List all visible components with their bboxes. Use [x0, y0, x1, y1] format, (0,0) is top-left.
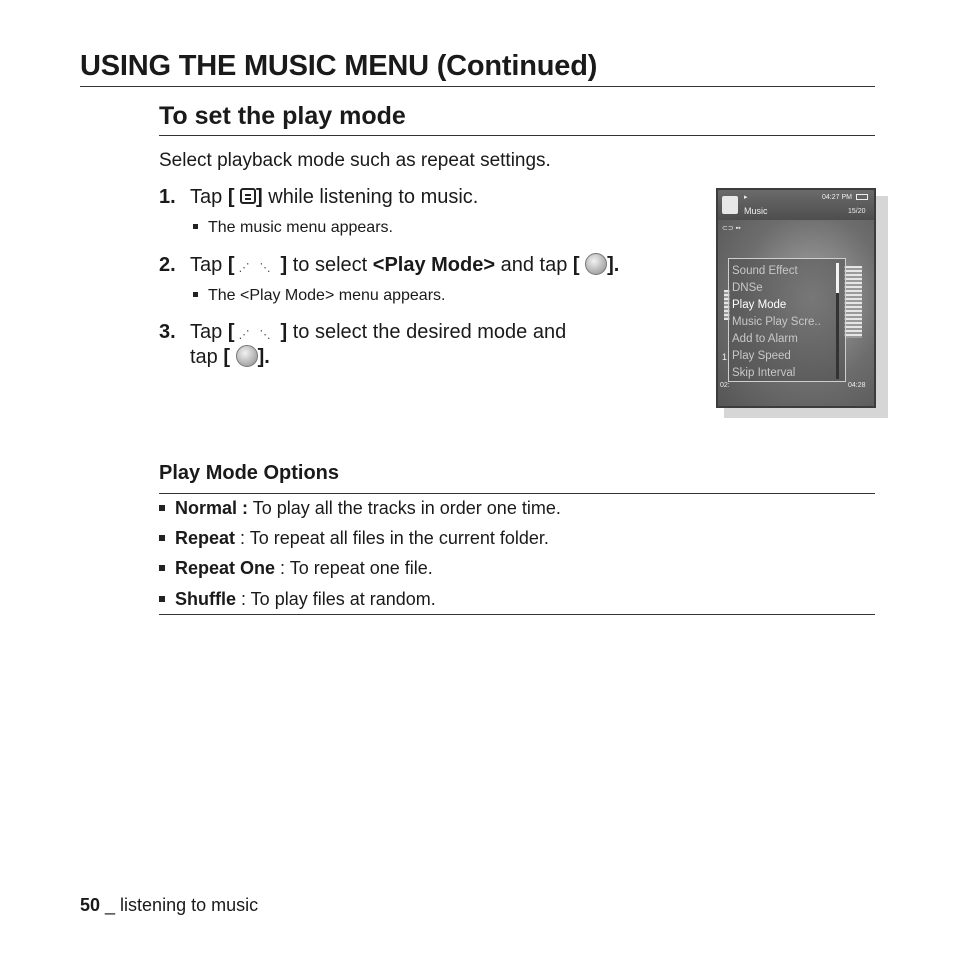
page-footer	[80, 895, 258, 916]
bullet-square	[193, 224, 198, 229]
menu-item-add-to-alarm[interactable]: Add to Alarm	[732, 333, 798, 345]
bullet-square	[159, 565, 165, 571]
device-clock: 04:27 PM	[822, 194, 852, 201]
menu-target: <Play Mode>	[372, 254, 496, 276]
menu-item-dnse[interactable]: DNSe	[732, 282, 763, 294]
battery-icon	[856, 194, 868, 200]
device-partial-digit: 1	[722, 352, 728, 362]
bullet-square	[159, 505, 165, 511]
popup-scroll-thumb[interactable]	[836, 263, 839, 293]
play-menu-popup	[728, 258, 846, 382]
step-2	[159, 254, 619, 277]
select-button-icon	[585, 253, 607, 275]
option-shuffle	[159, 589, 436, 610]
menu-item-sound-effect[interactable]: Sound Effect	[732, 265, 798, 277]
step-number: 3.	[159, 321, 176, 343]
up-down-icon: ⋰⋱	[238, 329, 281, 341]
intro-text: Select playback mode such as repeat settings.	[159, 150, 551, 171]
option-desc: : To repeat all files in the current folder.	[235, 528, 549, 548]
bracket: ]	[280, 321, 288, 343]
step-3-line-2	[190, 346, 270, 369]
device-screen	[716, 188, 876, 408]
option-term: Normal :	[175, 498, 249, 518]
equalizer-bars	[844, 266, 862, 338]
menu-icon	[240, 188, 256, 204]
device-app-label: Music	[744, 206, 768, 216]
option-repeat	[159, 528, 549, 549]
footer-section: listening to music	[120, 895, 259, 915]
step-text: to select	[287, 254, 373, 276]
menu-item-play-mode[interactable]: Play Mode	[732, 299, 787, 311]
bullet-square	[193, 292, 198, 297]
bracket: [	[227, 254, 235, 276]
option-desc: : To repeat one file.	[275, 558, 433, 578]
option-desc: To play all the tracks in order one time.	[248, 498, 561, 518]
step-text: while listening to music.	[262, 186, 479, 208]
step-1-note	[193, 219, 393, 237]
step-text: Tap	[190, 321, 228, 343]
device-track-count: 15/20	[848, 208, 866, 215]
step-1	[159, 186, 478, 209]
menu-item-music-play-screen[interactable]: Music Play Scre..	[732, 316, 821, 328]
option-normal	[159, 498, 561, 519]
bracket: ]	[256, 186, 263, 208]
step-text: to select the desired mode and	[287, 321, 567, 343]
bracket: [	[227, 186, 235, 208]
options-rule-top	[159, 493, 875, 494]
options-title: Play Mode Options	[159, 462, 340, 484]
option-term: Shuffle	[175, 589, 236, 609]
bullet-square	[159, 535, 165, 541]
menu-item-play-speed[interactable]: Play Speed	[732, 350, 791, 362]
bracket: [	[572, 254, 580, 276]
menu-item-skip-interval[interactable]: Skip Interval	[732, 367, 796, 379]
play-indicator-icon: ▸	[744, 194, 748, 201]
bullet-square	[159, 596, 165, 602]
up-down-icon: ⋰⋱	[238, 262, 281, 274]
options-rule-bottom	[159, 614, 875, 615]
bracket: ].	[257, 346, 270, 368]
step-3	[159, 321, 566, 344]
section-rule	[159, 135, 875, 136]
bracket: [	[227, 321, 235, 343]
bracket: ]	[280, 254, 288, 276]
note-text: The music menu appears.	[208, 219, 393, 236]
step-number: 2.	[159, 254, 176, 276]
note-text: The <Play Mode> menu appears.	[208, 287, 446, 304]
device-elapsed-time: 02:	[720, 382, 730, 389]
repeat-mode-icon: ⊂⊃ ▪▪	[722, 225, 741, 232]
option-term: Repeat One	[175, 558, 276, 578]
select-button-icon	[236, 345, 258, 367]
step-2-note	[193, 287, 445, 305]
option-repeat-one	[159, 558, 433, 579]
option-desc: : To play files at random.	[236, 589, 436, 609]
bracket: [	[223, 346, 231, 368]
section-title: To set the play mode	[159, 102, 406, 130]
step-text: Tap	[190, 254, 228, 276]
device-total-time: 04:28	[848, 382, 866, 389]
music-note-icon	[722, 196, 738, 214]
step-text: tap	[190, 346, 224, 368]
step-text: Tap	[190, 186, 228, 208]
step-number: 1.	[159, 186, 176, 208]
step-text: and tap	[495, 254, 573, 276]
page-number: 50	[80, 895, 101, 915]
footer-separator: _	[100, 895, 121, 915]
title-rule	[80, 86, 875, 87]
bracket: ].	[607, 254, 620, 276]
option-term: Repeat	[175, 528, 236, 548]
page-main-title: USING THE MUSIC MENU (Continued)	[80, 50, 598, 82]
